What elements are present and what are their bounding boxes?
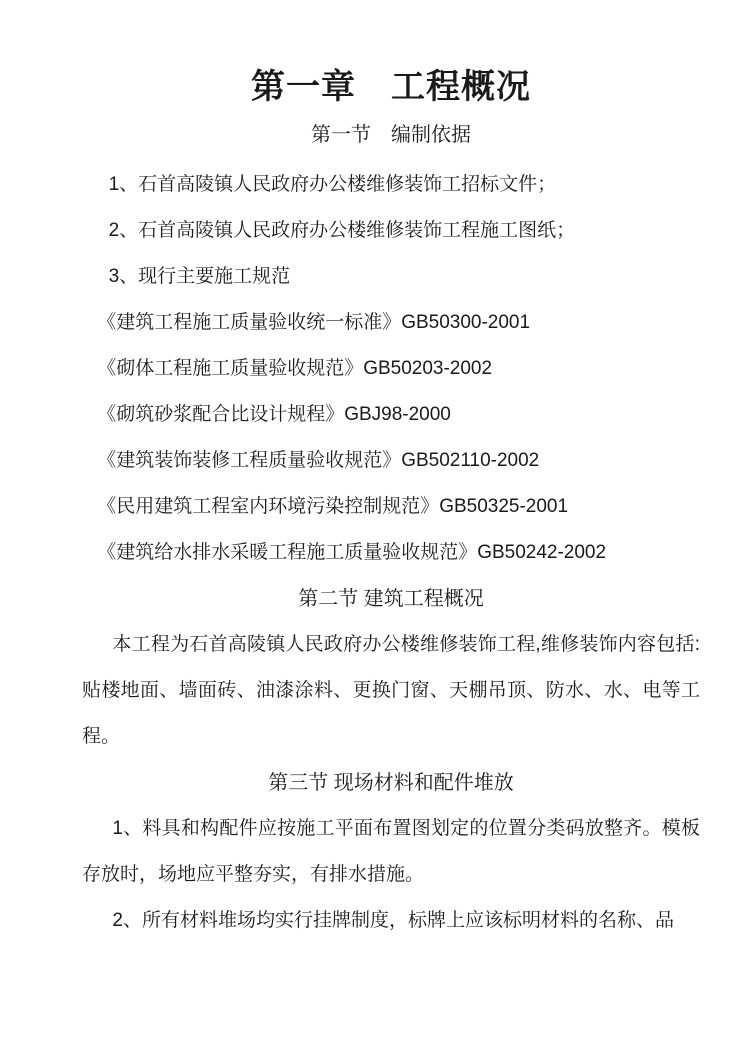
material-stacking-item-1: 1、料具和构配件应按施工平面布置图划定的位置分类码放整齐。模板存放时，场地应平整夯实，有排水措施。 (82, 818, 700, 885)
basis-item-1: 1、石首高陵镇人民政府办公楼维修装饰工招标文件； (108, 174, 557, 195)
section1-heading: 第一节 编制依据 (311, 124, 471, 146)
standard-reference-1: 《建筑工程施工质量验收统一标准》GB50300-2001 (97, 312, 531, 333)
section2-paragraph: 本工程为石首高陵镇人民政府办公楼维修装饰工程,维修装饰内容包括:贴楼地面、墙面砖、油漆涂料、更换门窗、天棚吊顶、防水、水、电等工程。 (82, 634, 700, 747)
standard-reference-4: 《建筑装饰装修工程质量验收规范》GB502110-2002 (97, 450, 540, 471)
standard-reference-6: 《建筑给水排水采暖工程施工质量验收规范》GB50242-2002 (97, 542, 607, 563)
section2-heading: 第二节 建筑工程概况 (298, 588, 484, 610)
standard-reference-2: 《砌体工程施工质量验收规范》GB50203-2002 (97, 358, 493, 379)
document-body (82, 162, 700, 944)
standard-reference-3: 《砌筑砂浆配合比设计规程》GBJ98-2000 (97, 404, 451, 425)
material-stacking-item-2: 2、所有材料堆场均实行挂牌制度，标牌上应该标明材料的名称、品 (112, 910, 674, 931)
section3-heading: 第三节 现场材料和配件堆放 (268, 772, 514, 794)
chapter-title: 第一章 工程概况 (251, 68, 531, 106)
basis-item-3: 3、现行主要施工规范 (108, 266, 291, 287)
standard-reference-5: 《民用建筑工程室内环境污染控制规范》GB50325-2001 (97, 496, 569, 517)
basis-item-2: 2、石首高陵镇人民政府办公楼维修装饰工程施工图纸； (108, 220, 576, 241)
